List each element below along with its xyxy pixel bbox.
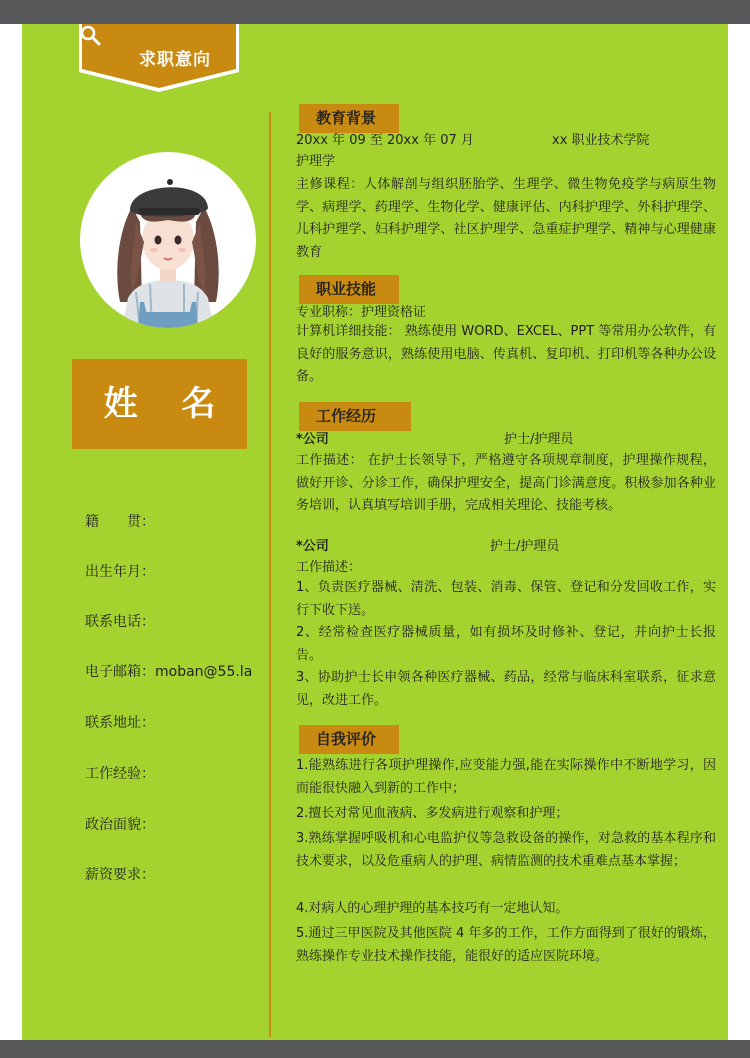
education-period: 20xx 年 09 至 20xx 年 07 月 bbox=[296, 133, 474, 148]
work-title: 工作经历 bbox=[299, 402, 411, 431]
evaluation-item: 3.熟练掌握呼吸机和心电监护仪等急救设备的操作，对急救的基本程序和技术要求，以及危重病人的护理、病情监测的技术重难点基本掌握； bbox=[296, 831, 716, 869]
info-label: 薪资要求： bbox=[85, 867, 155, 883]
info-salary bbox=[85, 864, 155, 884]
skills-title: 职业技能 bbox=[299, 275, 399, 304]
info-address bbox=[85, 712, 155, 732]
skills-title-line: 专业职称：护理资格证 bbox=[296, 305, 427, 320]
job-intent-label: 求职意向 bbox=[139, 50, 211, 70]
candidate-name: 姓 名 bbox=[103, 384, 232, 424]
info-label: 联系地址： bbox=[85, 715, 155, 731]
bottom-bar bbox=[0, 1040, 750, 1058]
info-label: 电子邮箱： bbox=[85, 664, 155, 680]
skills-computer: 计算机详细技能： 熟练使用 WORD、EXCEL、PPT 等常用办公软件，有良好的服务意识，熟练使用电脑、传真机、复印机、打印机等各种办公设备。 bbox=[296, 324, 716, 384]
info-value: moban@55.la bbox=[155, 664, 253, 680]
education-major: 护理学 bbox=[296, 154, 336, 169]
column-divider bbox=[269, 112, 271, 1037]
education-courses: 主修课程：人体解剖与组织胚胎学、生理学、微生物免疫学与病原生物学、病理学、药理学、生物化学、健康评估、内科护理学、外科护理学、儿科护理学、妇科护理学、社区护理学、急重症护理学、精神与心理健康教育 bbox=[296, 177, 716, 260]
job-duty-item: 3、协助护士长申领各种医疗器械、药品，经常与临床科室联系，征求意见，改进工作。 bbox=[296, 670, 716, 708]
job-description-label: 工作描述： bbox=[296, 560, 362, 575]
evaluation-title: 自我评价 bbox=[299, 725, 399, 754]
info-label: 联系电话： bbox=[85, 614, 155, 630]
info-phone bbox=[85, 611, 155, 631]
job-duty-item: 1、负责医疗器械、清洗、包装、消毒、保管、登记和分发回收工作，实行下收下送。 bbox=[296, 580, 716, 618]
search-icon bbox=[79, 24, 101, 46]
education-title: 教育背景 bbox=[299, 104, 399, 133]
education-school: xx 职业技术学院 bbox=[552, 133, 650, 148]
evaluation-item: 1.能熟练进行各项护理操作,应变能力强,能在实际操作中不断地学习，因而能很快融入到新的工作中； bbox=[296, 758, 716, 796]
job-intent-tab bbox=[79, 24, 239, 116]
evaluation-item: 5.通过三甲医院及其他医院 4 年多的工作，工作方面得到了很好的锻炼，熟练操作专业技术操作技能，能很好的适应医院环境。 bbox=[296, 926, 716, 964]
top-bar bbox=[0, 0, 750, 24]
avatar bbox=[80, 152, 256, 328]
info-label: 政治面貌： bbox=[85, 817, 155, 833]
info-political-status bbox=[85, 814, 155, 834]
job-position: 护士/护理员 bbox=[504, 432, 574, 447]
evaluation-item: 2.擅长对常见血液病、多发病进行观察和护理； bbox=[296, 806, 569, 821]
job-position: 护士/护理员 bbox=[490, 539, 560, 554]
info-email bbox=[85, 661, 252, 681]
info-label: 出生年月： bbox=[85, 564, 155, 580]
info-label: 籍 贯： bbox=[85, 514, 155, 530]
evaluation-item: 4.对病人的心理护理的基本技巧有一定地认知。 bbox=[296, 901, 569, 916]
name-box bbox=[72, 359, 247, 449]
info-birth-date bbox=[85, 561, 155, 581]
job-duty-item: 2、经常检查医疗器械质量，如有损坏及时修补、登记，并向护士长报告。 bbox=[296, 625, 716, 663]
job-company: *公司 bbox=[296, 432, 329, 447]
info-native-place bbox=[85, 511, 155, 531]
resume-page bbox=[22, 24, 728, 1040]
info-experience bbox=[85, 763, 155, 783]
info-label: 工作经验： bbox=[85, 766, 155, 782]
job-description: 工作描述： 在护士长领导下，严格遵守各项规章制度，护理操作规程，做好开诊、分诊工作，确保护理安全，提高门诊满意度。积极参加各种业务培训，认真填写培训手册，完成相关理论、技能考核。 bbox=[296, 453, 716, 513]
job-company: *公司 bbox=[296, 539, 329, 554]
